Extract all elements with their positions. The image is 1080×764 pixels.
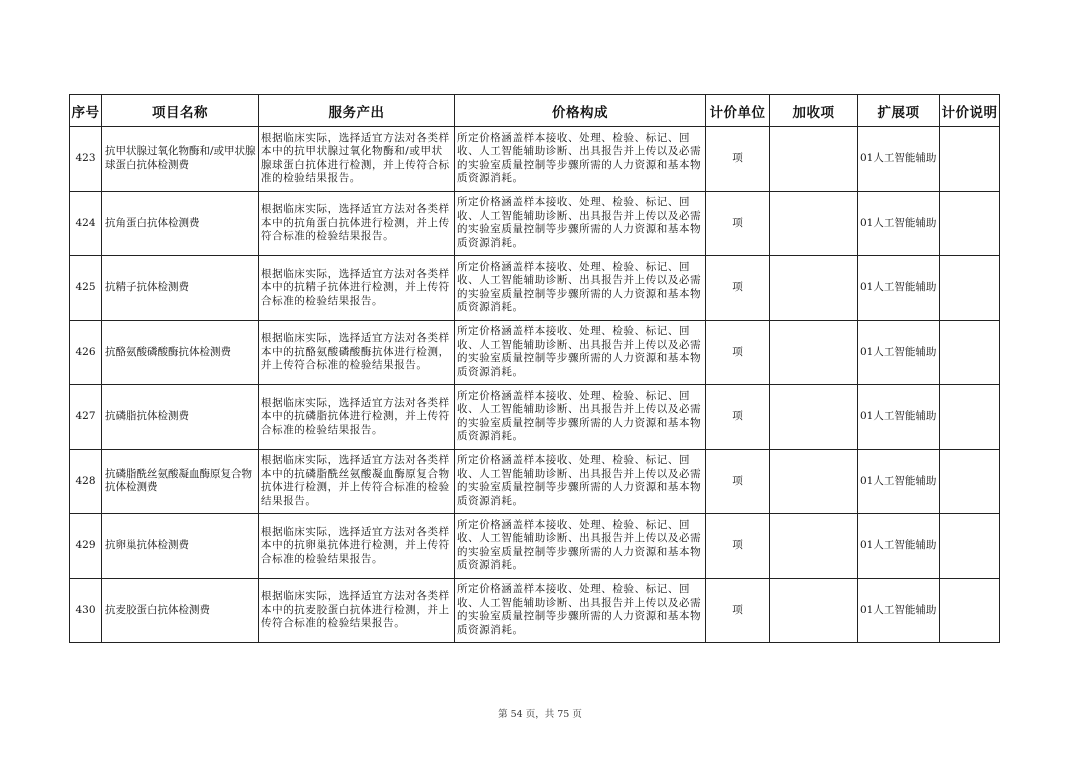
cell-service: 根据临床实际，选择适宜方法对各类样本中的抗精子抗体进行检测，并上传符合标准的检验结果报告。 — [259, 256, 455, 321]
cell-note — [940, 449, 1000, 514]
cell-name: 抗磷脂酰丝氨酸凝血酶原复合物抗体检测费 — [102, 449, 259, 514]
cell-service: 根据临床实际，选择适宜方法对各类样本中的抗磷脂酰丝氨酸凝血酶原复合物抗体进行检测，并上传符合标准的检验结果报告。 — [259, 449, 455, 514]
cell-extension: 01人工智能辅助 — [858, 578, 940, 643]
table-header-row — [70, 95, 1000, 127]
table-row — [70, 449, 1000, 514]
cell-name: 抗角蛋白抗体检测费 — [102, 191, 259, 256]
cell-price: 所定价格涵盖样本接收、处理、检验、标记、回收、人工智能辅助诊断、出具报告并上传以及必需的实验室质量控制等步骤所需的人力资源和基本物质资源消耗。 — [455, 127, 706, 192]
cell-name: 抗甲状腺过氧化物酶和/或甲状腺球蛋白抗体检测费 — [102, 127, 259, 192]
cell-no: 426 — [70, 320, 102, 385]
cell-unit: 项 — [706, 385, 770, 450]
header-surcharge: 加收项 — [770, 95, 858, 127]
cell-extension: 01人工智能辅助 — [858, 256, 940, 321]
cell-extension: 01人工智能辅助 — [858, 385, 940, 450]
cell-price: 所定价格涵盖样本接收、处理、检验、标记、回收、人工智能辅助诊断、出具报告并上传以及必需的实验室质量控制等步骤所需的人力资源和基本物质资源消耗。 — [455, 449, 706, 514]
cell-price: 所定价格涵盖样本接收、处理、检验、标记、回收、人工智能辅助诊断、出具报告并上传以及必需的实验室质量控制等步骤所需的人力资源和基本物质资源消耗。 — [455, 514, 706, 579]
cell-name: 抗酪氨酸磷酸酶抗体检测费 — [102, 320, 259, 385]
cell-service: 根据临床实际，选择适宜方法对各类样本中的抗卵巢抗体进行检测，并上传符合标准的检验结果报告。 — [259, 514, 455, 579]
header-extension: 扩展项 — [858, 95, 940, 127]
cell-extension: 01人工智能辅助 — [858, 449, 940, 514]
cell-no: 427 — [70, 385, 102, 450]
table-row — [70, 191, 1000, 256]
table-row — [70, 385, 1000, 450]
cell-surcharge — [770, 256, 858, 321]
page-footer: 第 54 页，共 75 页 — [498, 709, 582, 720]
table-row — [70, 514, 1000, 579]
cell-surcharge — [770, 578, 858, 643]
cell-note — [940, 578, 1000, 643]
header-unit: 计价单位 — [706, 95, 770, 127]
cell-unit: 项 — [706, 578, 770, 643]
header-service: 服务产出 — [259, 95, 455, 127]
table-row — [70, 127, 1000, 192]
cell-price: 所定价格涵盖样本接收、处理、检验、标记、回收、人工智能辅助诊断、出具报告并上传以及必需的实验室质量控制等步骤所需的人力资源和基本物质资源消耗。 — [455, 256, 706, 321]
table-row — [70, 256, 1000, 321]
cell-surcharge — [770, 449, 858, 514]
cell-no: 424 — [70, 191, 102, 256]
cell-name: 抗磷脂抗体检测费 — [102, 385, 259, 450]
cell-name: 抗麦胶蛋白抗体检测费 — [102, 578, 259, 643]
cell-price: 所定价格涵盖样本接收、处理、检验、标记、回收、人工智能辅助诊断、出具报告并上传以及必需的实验室质量控制等步骤所需的人力资源和基本物质资源消耗。 — [455, 578, 706, 643]
cell-service: 根据临床实际，选择适宜方法对各类样本中的抗麦胶蛋白抗体进行检测，并上传符合标准的检验结果报告。 — [259, 578, 455, 643]
cell-surcharge — [770, 127, 858, 192]
cell-no: 429 — [70, 514, 102, 579]
cell-price: 所定价格涵盖样本接收、处理、检验、标记、回收、人工智能辅助诊断、出具报告并上传以及必需的实验室质量控制等步骤所需的人力资源和基本物质资源消耗。 — [455, 385, 706, 450]
cell-extension: 01人工智能辅助 — [858, 127, 940, 192]
cell-note — [940, 256, 1000, 321]
cell-no: 428 — [70, 449, 102, 514]
table-row — [70, 320, 1000, 385]
cell-note — [940, 127, 1000, 192]
cell-unit: 项 — [706, 256, 770, 321]
pricing-table — [69, 94, 1000, 643]
cell-extension: 01人工智能辅助 — [858, 320, 940, 385]
header-no: 序号 — [70, 95, 102, 127]
cell-service: 根据临床实际，选择适宜方法对各类样本中的抗甲状腺过氧化物酶和/或甲状腺球蛋白抗体进行检测，并上传符合标准的检验结果报告。 — [259, 127, 455, 192]
cell-note — [940, 191, 1000, 256]
cell-unit: 项 — [706, 127, 770, 192]
cell-no: 430 — [70, 578, 102, 643]
cell-price: 所定价格涵盖样本接收、处理、检验、标记、回收、人工智能辅助诊断、出具报告并上传以及必需的实验室质量控制等步骤所需的人力资源和基本物质资源消耗。 — [455, 320, 706, 385]
cell-surcharge — [770, 514, 858, 579]
header-note: 计价说明 — [940, 95, 1000, 127]
cell-unit: 项 — [706, 191, 770, 256]
cell-note — [940, 514, 1000, 579]
header-price: 价格构成 — [455, 95, 706, 127]
cell-no: 425 — [70, 256, 102, 321]
cell-extension: 01人工智能辅助 — [858, 514, 940, 579]
cell-unit: 项 — [706, 320, 770, 385]
cell-name: 抗卵巢抗体检测费 — [102, 514, 259, 579]
cell-extension: 01人工智能辅助 — [858, 191, 940, 256]
header-name: 项目名称 — [102, 95, 259, 127]
cell-surcharge — [770, 191, 858, 256]
cell-surcharge — [770, 385, 858, 450]
table-row — [70, 578, 1000, 643]
cell-price: 所定价格涵盖样本接收、处理、检验、标记、回收、人工智能辅助诊断、出具报告并上传以及必需的实验室质量控制等步骤所需的人力资源和基本物质资源消耗。 — [455, 191, 706, 256]
cell-service: 根据临床实际，选择适宜方法对各类样本中的抗磷脂抗体进行检测，并上传符合标准的检验结果报告。 — [259, 385, 455, 450]
cell-surcharge — [770, 320, 858, 385]
cell-unit: 项 — [706, 449, 770, 514]
cell-unit: 项 — [706, 514, 770, 579]
cell-note — [940, 385, 1000, 450]
cell-no: 423 — [70, 127, 102, 192]
cell-note — [940, 320, 1000, 385]
cell-service: 根据临床实际，选择适宜方法对各类样本中的抗角蛋白抗体进行检测，并上传符合标准的检验结果报告。 — [259, 191, 455, 256]
cell-name: 抗精子抗体检测费 — [102, 256, 259, 321]
cell-service: 根据临床实际，选择适宜方法对各类样本中的抗酪氨酸磷酸酶抗体进行检测，并上传符合标准的检验结果报告。 — [259, 320, 455, 385]
